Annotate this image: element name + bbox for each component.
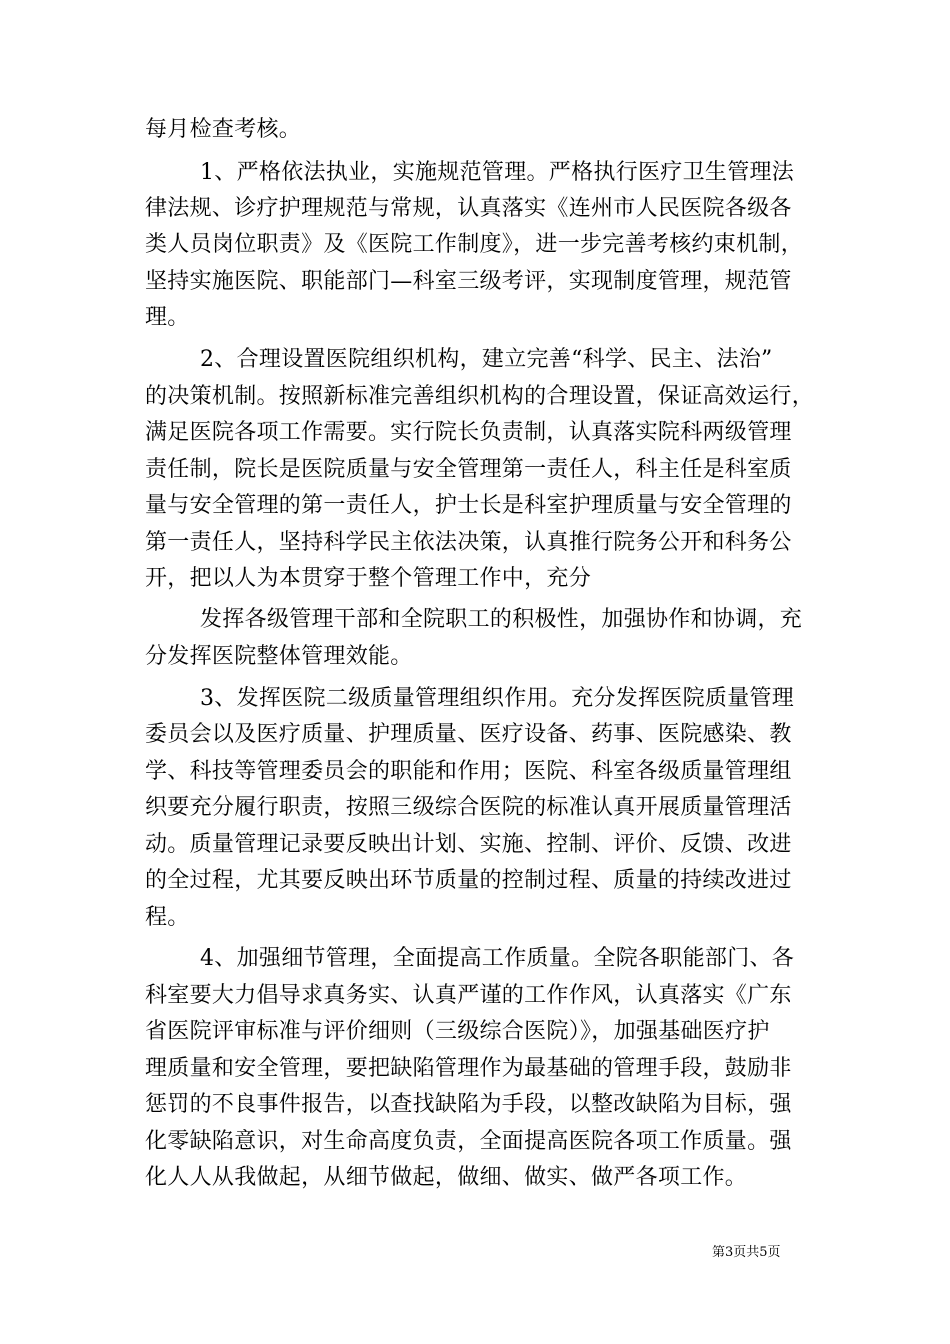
page-number: 第3页共5页 (712, 1245, 781, 1260)
text-line: 理质量和安全管理，要把缺陷管理作为最基础的管理手段，鼓励非 (145, 1056, 792, 1081)
text-line: 分发挥医院整体管理效能。 (145, 644, 413, 669)
text-line: 责任制，院长是医院质量与安全管理第一责任人，科主任是科室质 (145, 457, 792, 482)
text-line: 化零缺陷意识，对生命高度负责，全面提高医院各项工作质量。强 (145, 1129, 792, 1154)
text-line: 省医院评审标准与评价细则（三级综合医院）》，加强基础医疗护 (145, 1019, 770, 1044)
text-line: 科室要大力倡导求真务实、认真严谨的工作作风，认真落实《广东 (145, 983, 792, 1008)
text-line: 学、科技等管理委员会的职能和作用；医院、科室各级质量管理组 (145, 759, 792, 784)
text-line: 律法规、诊疗护理规范与常规，认真落实《连州市人民医院各级各 (145, 196, 792, 221)
text-line: 化人人从我做起，从细节做起，做细、做实、做严各项工作。 (145, 1165, 748, 1190)
text-line: 类人员岗位职责》及《医院工作制度》，进一步完善考核约束机制， (145, 232, 804, 257)
text-line: 开，把以人为本贯穿于整个管理工作中，充分 (145, 566, 592, 591)
text-line: 织要充分履行职责，按照三级综合医院的标准认真开展质量管理活 (145, 795, 792, 820)
text-line: 的决策机制。按照新标准完善组织机构的合理设置，保证高效运行， (145, 384, 815, 409)
text-line: 每月检查考核。 (145, 117, 302, 142)
text-line: 动。质量管理记录要反映出计划、实施、控制、评价、反馈、改进 (145, 832, 792, 857)
text-line: 理。 (145, 305, 190, 330)
text-line: 4、加强细节管理，全面提高工作质量。全院各职能部门、各 (200, 946, 795, 971)
text-line: 第一责任人，坚持科学民主依法决策，认真推行院务公开和科务公 (145, 530, 792, 555)
text-line: 惩罚的不良事件报告，以查找缺陷为手段，以整改缺陷为目标，强 (145, 1092, 792, 1117)
text-line: 量与安全管理的第一责任人，护士长是科室护理质量与安全管理的 (145, 493, 792, 518)
text-line: 满足医院各项工作需要。实行院长负责制，认真落实院科两级管理 (145, 420, 792, 445)
text-line: 3、发挥医院二级质量管理组织作用。充分发挥医院质量管理 (200, 686, 795, 711)
text-line: 坚持实施医院、职能部门—科室三级考评，实现制度管理，规范管 (145, 269, 792, 294)
text-line: 发挥各级管理干部和全院职工的积极性，加强协作和协调，充 (200, 607, 803, 632)
text-line: 委员会以及医疗质量、护理质量、医疗设备、药事、医院感染、教 (145, 722, 792, 747)
text-line: 1、严格依法执业，实施规范管理。严格执行医疗卫生管理法 (200, 160, 795, 185)
text-line: 2、合理设置医院组织机构，建立完善“科学、民主、法治” (200, 347, 773, 372)
text-line: 程。 (145, 905, 190, 930)
text-line: 的全过程，尤其要反映出环节质量的控制过程、质量的持续改进过 (145, 868, 792, 893)
